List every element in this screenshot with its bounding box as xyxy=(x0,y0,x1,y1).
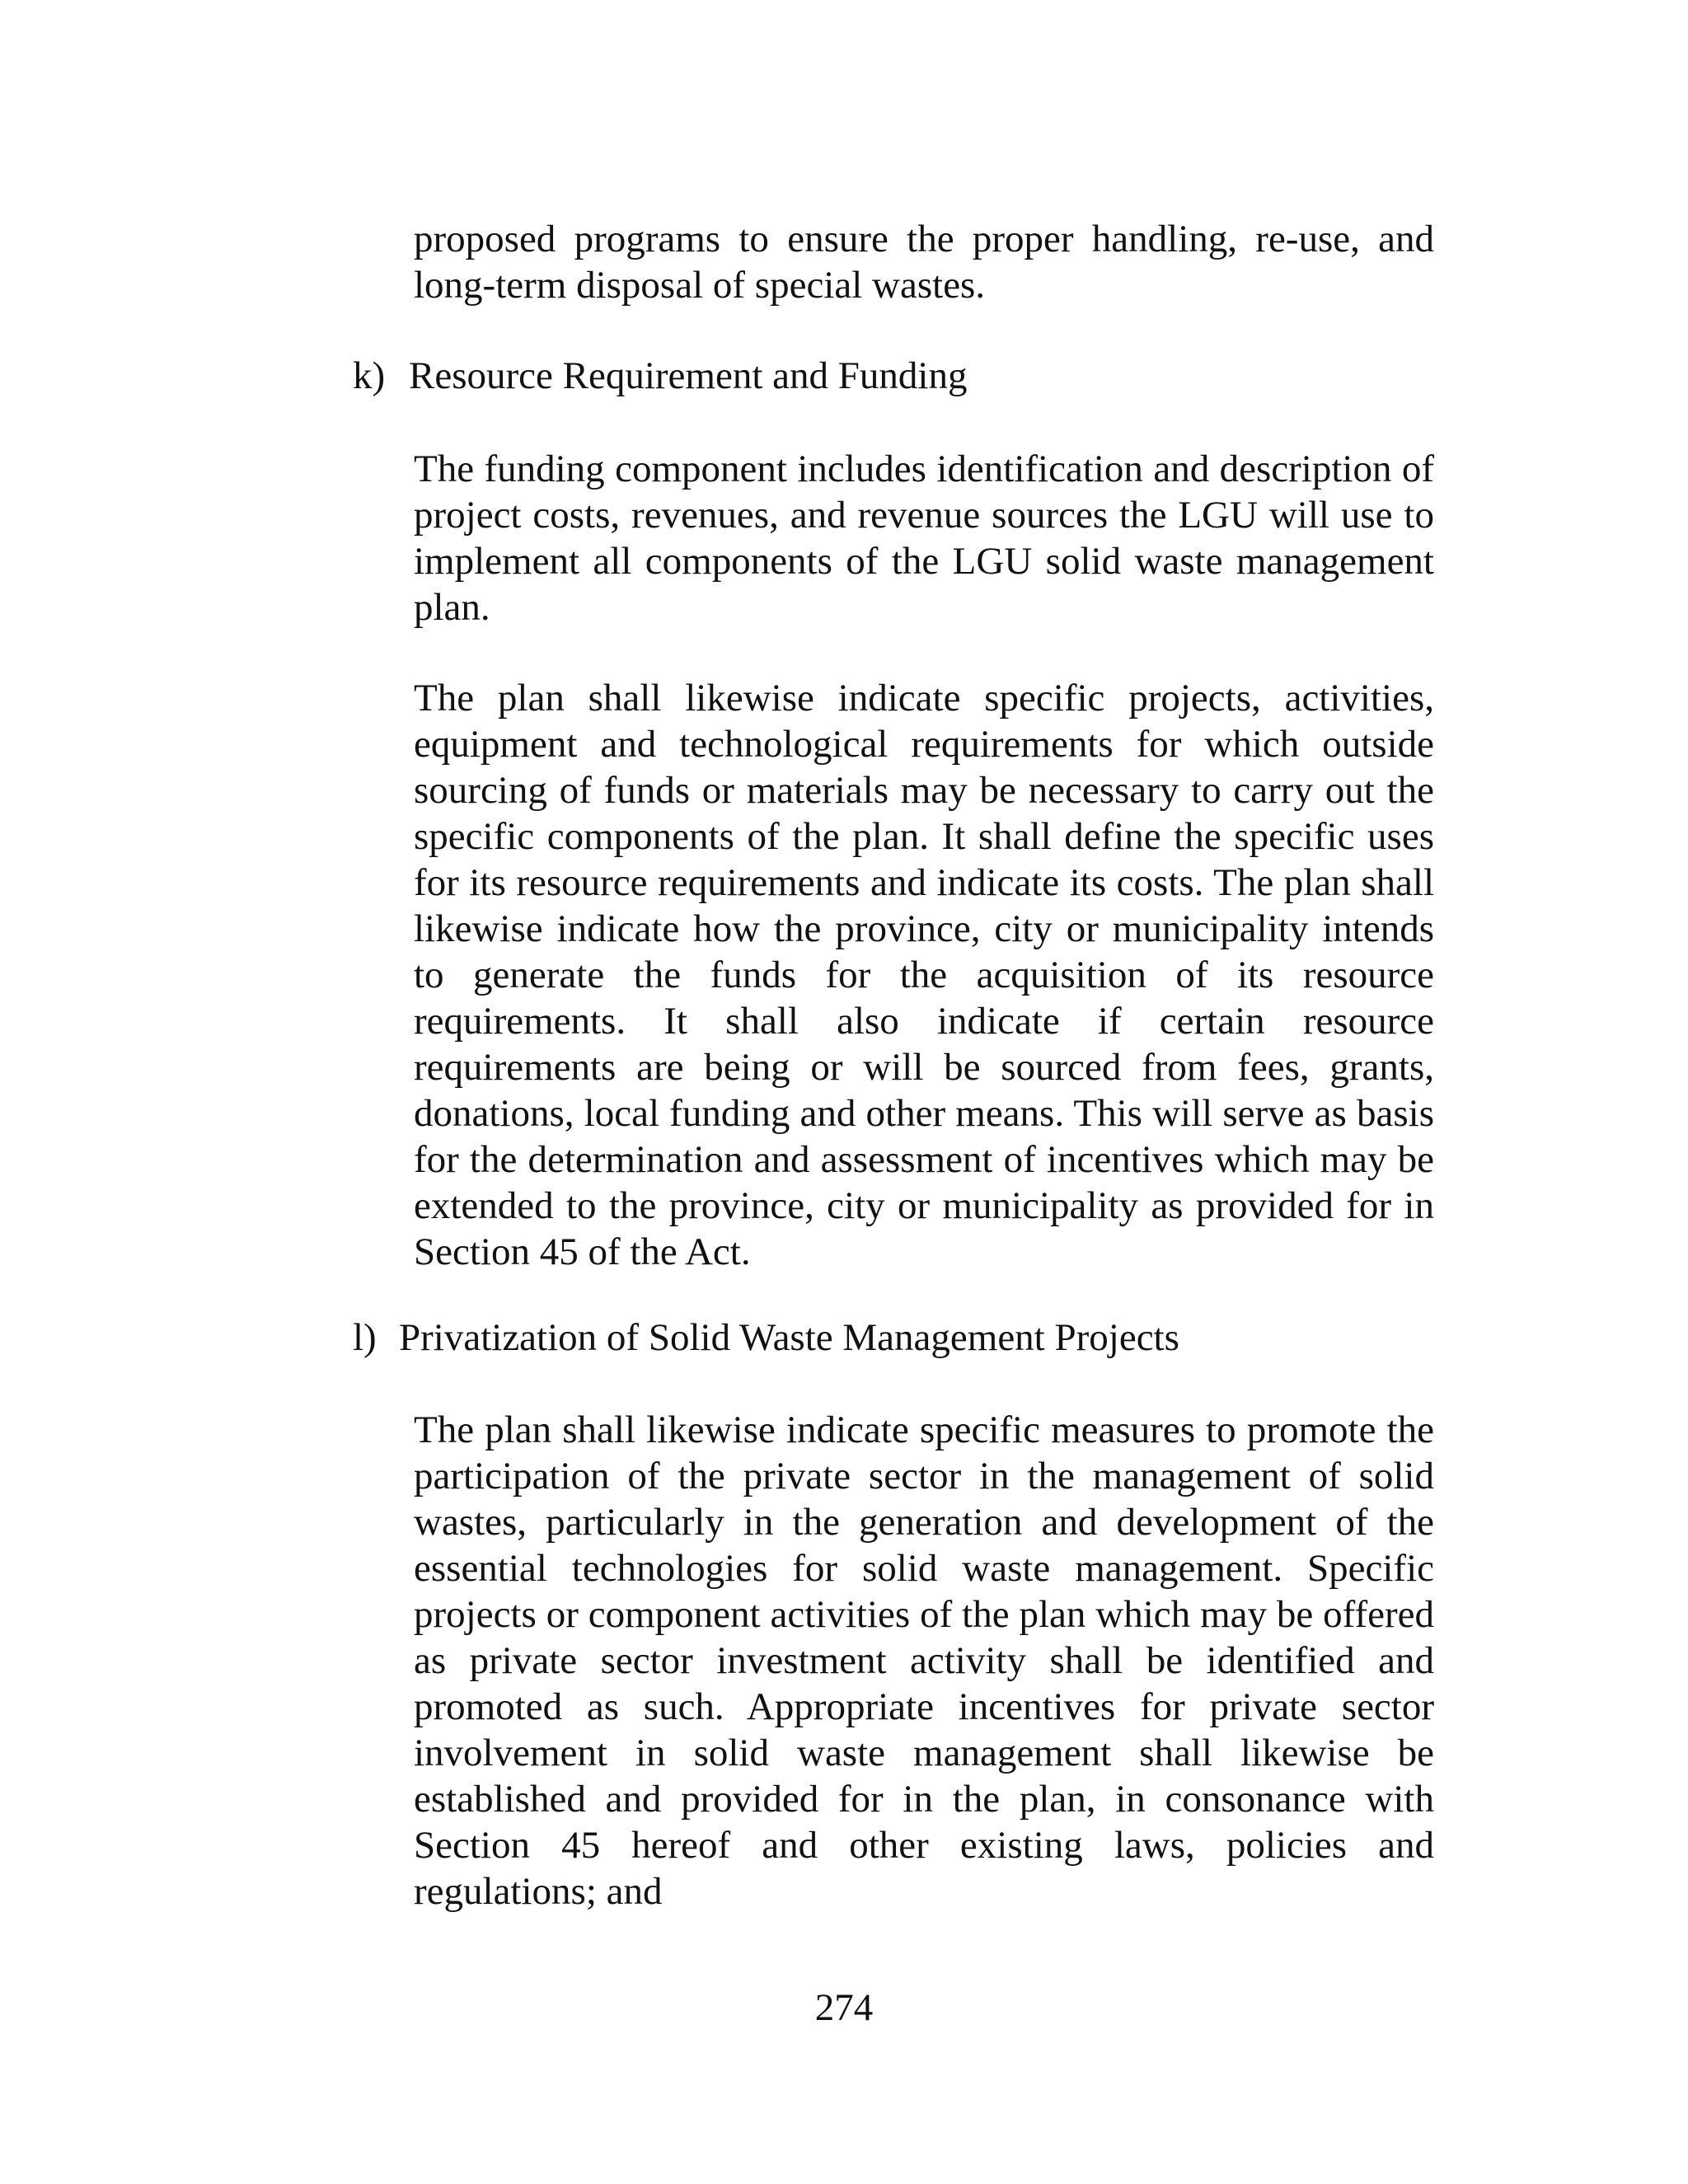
section-title: Resource Requirement and Funding xyxy=(409,354,968,397)
continuation-paragraph: proposed programs to ensure the proper handling, re-use, and long-term disposal of special wastes. xyxy=(414,218,1434,307)
section-marker: k) xyxy=(353,354,386,397)
paragraph-privatization: The plan shall likewise indicate specific measures to promote the participation of the private sector in the management of solid wastes, particularly in the generation and development of the essential technologies for solid waste management. Specific projects or component activities of the plan which may be offered as private sector investment activity shall be identified and promoted as such. Appropriate incentives for private sector involvement in solid waste management shall likewise be established and provided for in the plan, in consonance with Section 45 hereof and other existing laws, policies and regulations; and xyxy=(414,1408,1434,1913)
section-heading-l xyxy=(353,1315,1179,1361)
section-title: Privatization of Solid Waste Management Projects xyxy=(399,1316,1179,1359)
section-heading-k xyxy=(353,353,967,399)
paragraph-resource-requirements: The plan shall likewise indicate specific projects, activities, equipment and technological requirements for which outside sourcing of funds or materials may be necessary to carry out the specific components of the plan. It shall define the specific uses for its resource requirements and indicate its costs. The plan shall likewise indicate how the province, city or municipality intends to generate the funds for the acquisition of its resource requirements. It shall also indicate if certain resource requirements are being or will be sourced from fees, grants, donations, local funding and other means. This will serve as basis for the determination and assessment of incentives which may be extended to the province, city or municipality as provided for in Section 45 of the Act. xyxy=(414,677,1434,1273)
paragraph-funding-component: The funding component includes identification and description of project costs, revenues, and revenue sources the LGU will use to implement all components of the LGU solid waste management plan. xyxy=(414,448,1434,629)
section-marker: l) xyxy=(353,1316,377,1359)
page-number: 274 xyxy=(814,1986,874,2029)
